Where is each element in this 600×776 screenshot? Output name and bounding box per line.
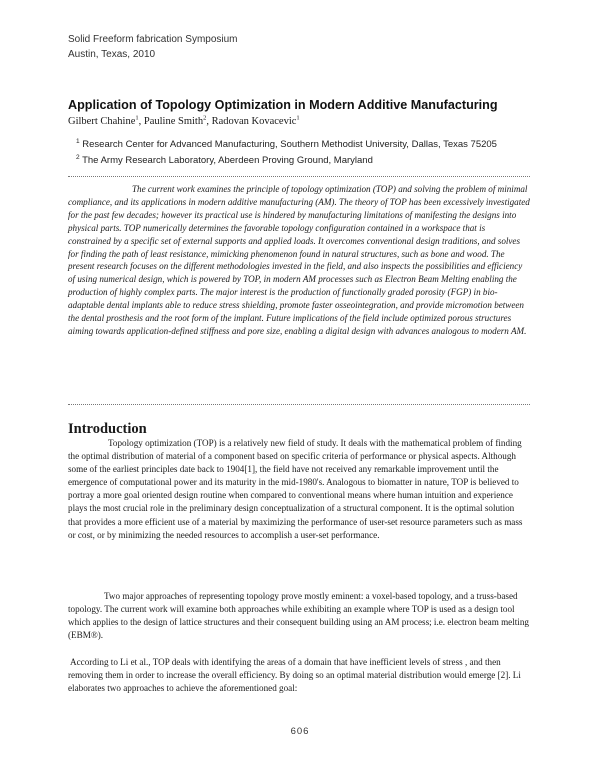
author-affiliation-mark: 1: [135, 114, 139, 122]
author-affiliation-mark: 1: [296, 114, 300, 122]
author-name: Radovan Kovacevic: [211, 116, 297, 127]
abstract: The current work examines the principle of topology optimization (TOP) and solving the problem of minimal compliance, and its applications in modern additive manufacturing (AM). The theory of TOP has been excessively investigated for the past few decades; however its practical use is hindered by manufacturing limitations of manifesting the designs into physical parts. TOP numerically determines the favorable topology configuration contained in a workspace that is constrained by a specific set of external supports and applied loads. It overcomes conventional design traditions, and solves for finding the path of least resistance, mimicking phenomenon found in natural structures, such as bone and wood. The present research focuses on the different methodologies invested in the field, and also inspects the possibilities and efficiency of using numerical design, which is powered by TOP, in modern AM processes such as Electron Beam Melting enabling the production of highly complex parts. The major interest is the production of functionally graded porosity (FGP) in bio-adaptable dental implants able to reduce stress shielding, promote faster osseointegration, and provide micromotion between the dental prosthesis and the root form of the implant. Future implications of the field include optimized porous structures aiming towards application-defined stiffness and pore size, enabling a digital design with advances analogous to modern AM.: [68, 184, 530, 336]
running-header-conference: Solid Freeform fabrication Symposium: [68, 34, 238, 45]
section-heading-introduction: Introduction: [68, 421, 147, 437]
author-name: Pauline Smith: [143, 116, 204, 127]
affiliation-1: $^1$ Research Center for Advanced Manufacturing, Southern Methodist University, Dallas, Texas 75205: [76, 137, 497, 150]
author-name: Gilbert Chahine: [68, 116, 136, 127]
intro-paragraph-1: Topology optimization (TOP) is a relatively new field of study. It deals with the mathematical problem of finding the optimal distribution of material of a component based on specific criteria of performance or physical aspects. Although some of the earliest principles date back to 1904[1], the field have not received any remarkable improvement until the emergence of computational power and its maturity in the mid-1980's. Analogous to biomatter in nature, TOP is believed to portray a more goal oriented design routine when compared to conventional means where human intuition and experience plays the most crucial role in the preliminary design conceptualization of a structural component. It is the optimal solution that provides a more efficient use of a material by maximizing the performance of user-set resource parameters such as mass or cost, or by minimizing the needed resources to accomplish a user-set performance.: [68, 438, 523, 540]
running-header-location: Austin, Texas, 2010: [68, 49, 156, 60]
author-list: Gilbert Chahine$^1$, Pauline Smith$^2$, Radovan Kovacevic$^1$: [68, 114, 300, 127]
intro-paragraph-2: Two major approaches of representing topology prove mostly eminent: a voxel-based topology, and a truss-based topology. The current work will examine both approaches while exhibiting an example where TOP is used as a design tool which applies to the design of lattice structures and their consequent building using an AM process; i.e. electron beam melting (EBM®).: [68, 591, 529, 641]
affiliation-2: $^2$ The Army Research Laboratory, Aberdeen Proving Ground, Maryland: [76, 153, 373, 166]
intro-paragraph-3: According to Li et al., TOP deals with identifying the areas of a domain that have inefficient levels of stress , and then removing them in order to increase the overall efficiency. By doing so an optimal material distribution would emerge [2]. Li elaborates two approaches to achieve the aforementioned goal:: [68, 657, 521, 694]
abstract-bottom-divider: [68, 404, 530, 405]
author-affiliation-mark: 2: [203, 114, 207, 122]
paper-title: Application of Topology Optimization in Modern Additive Manufacturing: [68, 98, 498, 112]
abstract-top-divider: [68, 176, 530, 177]
page-number: 606: [290, 726, 310, 737]
